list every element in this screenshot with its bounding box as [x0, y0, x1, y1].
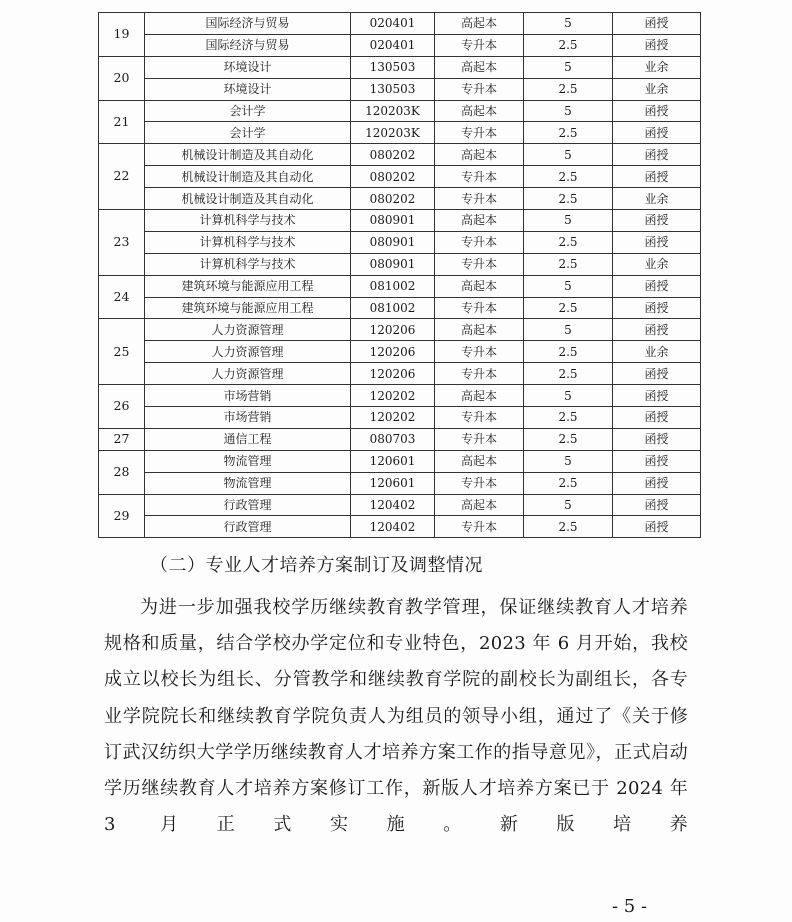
major-name-cell: 计算机科学与技术 — [145, 210, 351, 232]
seq-cell: 26 — [99, 385, 145, 429]
major-code-cell: 130503 — [351, 78, 435, 100]
duration-cell: 5 — [524, 144, 613, 166]
duration-cell: 5 — [524, 385, 613, 407]
major-code-cell: 120203K — [351, 100, 435, 122]
study-mode-cell: 函授 — [613, 100, 701, 122]
study-mode-cell: 函授 — [613, 428, 701, 450]
major-code-cell: 080202 — [351, 188, 435, 210]
major-code-cell: 080901 — [351, 253, 435, 275]
table-row — [99, 56, 701, 78]
level-cell: 高起本 — [435, 144, 524, 166]
duration-cell: 2.5 — [524, 78, 613, 100]
study-mode-cell: 函授 — [613, 275, 701, 297]
seq-cell: 25 — [99, 319, 145, 385]
study-mode-cell: 函授 — [613, 231, 701, 253]
seq-cell: 20 — [99, 56, 145, 100]
table-row — [99, 297, 701, 319]
major-name-cell: 计算机科学与技术 — [145, 253, 351, 275]
major-name-cell: 机械设计制造及其自动化 — [145, 144, 351, 166]
duration-cell: 2.5 — [524, 231, 613, 253]
major-code-cell: 120402 — [351, 494, 435, 516]
table-row — [99, 450, 701, 472]
major-code-cell: 120601 — [351, 450, 435, 472]
duration-cell: 2.5 — [524, 363, 613, 385]
table-row — [99, 428, 701, 450]
level-cell: 专升本 — [435, 78, 524, 100]
table-row — [99, 275, 701, 297]
major-name-cell: 机械设计制造及其自动化 — [145, 166, 351, 188]
study-mode-cell: 函授 — [613, 13, 701, 35]
study-mode-cell: 业余 — [613, 341, 701, 363]
table-row — [99, 253, 701, 275]
major-code-cell: 080901 — [351, 210, 435, 232]
duration-cell: 5 — [524, 319, 613, 341]
seq-cell: 28 — [99, 450, 145, 494]
seq-cell: 23 — [99, 210, 145, 276]
level-cell: 高起本 — [435, 100, 524, 122]
seq-cell: 29 — [99, 494, 145, 538]
table-row — [99, 13, 701, 35]
major-name-cell: 通信工程 — [145, 428, 351, 450]
study-mode-cell: 函授 — [613, 34, 701, 56]
body-paragraph: 为进一步加强我校学历继续教育教学管理，保证继续教育人才培养规格和质量，结合学校办学定位和专业特色，2023 年 6 月开始，我校成立以校长为组长、分管教学和继续教育学院的副校长为副组长，各专业学院院长和继续教育学院负责人为组员的领导小组，通过了《关于修订武汉纺织大学学历继续教育人才培养方案工作的指导意见》，正式启动学历继续教育人才培养方案修订工作，新版人才培养方案已于 2024 年 3 月正式实施。新版培养 — [104, 597, 688, 836]
major-code-cell: 120206 — [351, 319, 435, 341]
study-mode-cell: 业余 — [613, 188, 701, 210]
major-name-cell: 环境设计 — [145, 78, 351, 100]
level-cell: 专升本 — [435, 428, 524, 450]
major-name-cell: 会计学 — [145, 100, 351, 122]
level-cell: 高起本 — [435, 450, 524, 472]
table-row — [99, 494, 701, 516]
study-mode-cell: 函授 — [613, 450, 701, 472]
study-mode-cell: 函授 — [613, 122, 701, 144]
major-code-cell: 120206 — [351, 363, 435, 385]
duration-cell: 2.5 — [524, 166, 613, 188]
table-row — [99, 144, 701, 166]
major-name-cell: 人力资源管理 — [145, 319, 351, 341]
seq-cell: 24 — [99, 275, 145, 319]
major-name-cell: 环境设计 — [145, 56, 351, 78]
study-mode-cell: 业余 — [613, 78, 701, 100]
duration-cell: 2.5 — [524, 122, 613, 144]
level-cell: 专升本 — [435, 188, 524, 210]
major-name-cell: 人力资源管理 — [145, 341, 351, 363]
page-number: - 5 - — [612, 896, 648, 917]
major-name-cell: 计算机科学与技术 — [145, 231, 351, 253]
table-row — [99, 78, 701, 100]
duration-cell: 2.5 — [524, 407, 613, 429]
duration-cell: 2.5 — [524, 34, 613, 56]
major-name-cell: 市场营销 — [145, 385, 351, 407]
major-name-cell: 行政管理 — [145, 516, 351, 538]
program-table — [98, 12, 701, 538]
major-code-cell: 081002 — [351, 297, 435, 319]
seq-cell: 21 — [99, 100, 145, 144]
study-mode-cell: 函授 — [613, 319, 701, 341]
seq-cell: 27 — [99, 428, 145, 450]
major-code-cell: 020401 — [351, 13, 435, 35]
seq-cell: 22 — [99, 144, 145, 210]
major-name-cell: 建筑环境与能源应用工程 — [145, 275, 351, 297]
level-cell: 专升本 — [435, 363, 524, 385]
major-code-cell: 080901 — [351, 231, 435, 253]
major-code-cell: 120402 — [351, 516, 435, 538]
table-row — [99, 385, 701, 407]
duration-cell: 5 — [524, 13, 613, 35]
duration-cell: 2.5 — [524, 297, 613, 319]
major-name-cell: 物流管理 — [145, 450, 351, 472]
duration-cell: 5 — [524, 100, 613, 122]
level-cell: 高起本 — [435, 494, 524, 516]
level-cell: 专升本 — [435, 516, 524, 538]
level-cell: 高起本 — [435, 210, 524, 232]
study-mode-cell: 函授 — [613, 407, 701, 429]
duration-cell: 2.5 — [524, 188, 613, 210]
study-mode-cell: 业余 — [613, 56, 701, 78]
major-code-cell: 020401 — [351, 34, 435, 56]
duration-cell: 2.5 — [524, 253, 613, 275]
table-row — [99, 407, 701, 429]
duration-cell: 5 — [524, 210, 613, 232]
duration-cell: 2.5 — [524, 516, 613, 538]
major-code-cell: 080202 — [351, 144, 435, 166]
duration-cell: 2.5 — [524, 472, 613, 494]
major-code-cell: 120203K — [351, 122, 435, 144]
level-cell: 专升本 — [435, 253, 524, 275]
major-code-cell: 130503 — [351, 56, 435, 78]
major-name-cell: 人力资源管理 — [145, 363, 351, 385]
table-row — [99, 319, 701, 341]
major-name-cell: 建筑环境与能源应用工程 — [145, 297, 351, 319]
major-code-cell: 120202 — [351, 407, 435, 429]
study-mode-cell: 函授 — [613, 516, 701, 538]
level-cell: 专升本 — [435, 34, 524, 56]
study-mode-cell: 函授 — [613, 494, 701, 516]
major-code-cell: 081002 — [351, 275, 435, 297]
table-row — [99, 516, 701, 538]
table-row — [99, 472, 701, 494]
table-row — [99, 166, 701, 188]
major-name-cell: 国际经济与贸易 — [145, 13, 351, 35]
duration-cell: 2.5 — [524, 428, 613, 450]
duration-cell: 5 — [524, 450, 613, 472]
major-code-cell: 080703 — [351, 428, 435, 450]
study-mode-cell: 函授 — [613, 166, 701, 188]
level-cell: 专升本 — [435, 472, 524, 494]
study-mode-cell: 函授 — [613, 363, 701, 385]
study-mode-cell: 函授 — [613, 385, 701, 407]
table-row — [99, 34, 701, 56]
major-name-cell: 国际经济与贸易 — [145, 34, 351, 56]
table-row — [99, 100, 701, 122]
table-row — [99, 341, 701, 363]
study-mode-cell: 业余 — [613, 253, 701, 275]
duration-cell: 2.5 — [524, 341, 613, 363]
table-body — [99, 13, 701, 538]
level-cell: 高起本 — [435, 275, 524, 297]
level-cell: 专升本 — [435, 407, 524, 429]
level-cell: 专升本 — [435, 122, 524, 144]
duration-cell: 5 — [524, 275, 613, 297]
level-cell: 高起本 — [435, 56, 524, 78]
study-mode-cell: 函授 — [613, 472, 701, 494]
major-code-cell: 120601 — [351, 472, 435, 494]
major-code-cell: 120202 — [351, 385, 435, 407]
level-cell: 专升本 — [435, 166, 524, 188]
major-name-cell: 市场营销 — [145, 407, 351, 429]
major-code-cell: 120206 — [351, 341, 435, 363]
study-mode-cell: 函授 — [613, 144, 701, 166]
duration-cell: 5 — [524, 494, 613, 516]
duration-cell: 5 — [524, 56, 613, 78]
level-cell: 高起本 — [435, 385, 524, 407]
level-cell: 专升本 — [435, 341, 524, 363]
table-row — [99, 122, 701, 144]
table-row — [99, 188, 701, 210]
major-name-cell: 会计学 — [145, 122, 351, 144]
level-cell: 专升本 — [435, 231, 524, 253]
level-cell: 专升本 — [435, 297, 524, 319]
table-row — [99, 231, 701, 253]
major-name-cell: 行政管理 — [145, 494, 351, 516]
level-cell: 高起本 — [435, 13, 524, 35]
table-row — [99, 363, 701, 385]
section-heading: （二）专业人才培养方案制订及调整情况 — [150, 555, 483, 576]
major-name-cell: 物流管理 — [145, 472, 351, 494]
level-cell: 高起本 — [435, 319, 524, 341]
study-mode-cell: 函授 — [613, 210, 701, 232]
major-code-cell: 080202 — [351, 166, 435, 188]
seq-cell: 19 — [99, 13, 145, 57]
study-mode-cell: 函授 — [613, 297, 701, 319]
major-name-cell: 机械设计制造及其自动化 — [145, 188, 351, 210]
table-row — [99, 210, 701, 232]
